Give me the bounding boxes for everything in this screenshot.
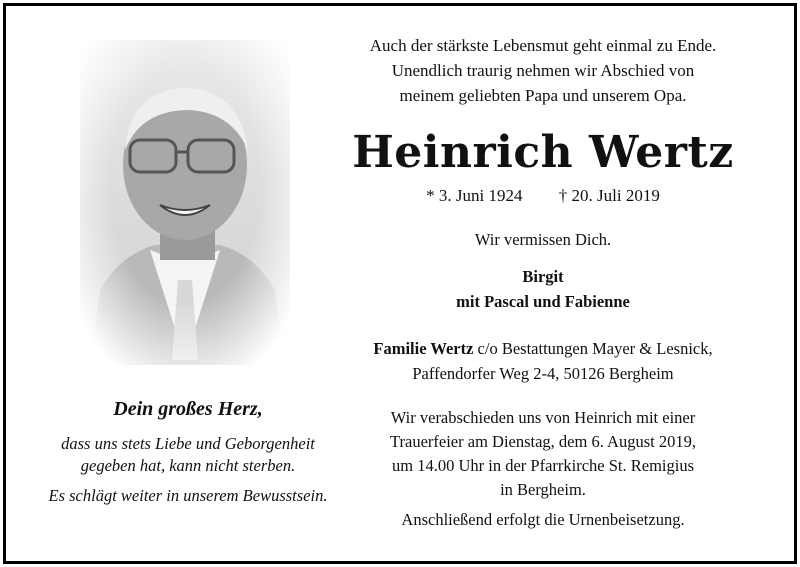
funeral-line: Trauerfeier am Dienstag, dem 6. August 2019, bbox=[390, 432, 696, 451]
mourner-name: mit Pascal und Fabienne bbox=[456, 292, 630, 311]
address-line: c/o Bestattungen Mayer & Lesnick, bbox=[473, 339, 713, 358]
miss-line: Wir vermissen Dich. bbox=[474, 230, 612, 249]
mourner-name: Birgit bbox=[522, 267, 564, 286]
funeral-line: um 14.00 Uhr in der Pfarrkirche St. Remigius bbox=[392, 456, 694, 475]
contact-address bbox=[343, 336, 743, 386]
death-date: † 20. Juli 2019 bbox=[558, 186, 660, 205]
intro-line: Auch der stärkste Lebensmut geht einmal zu Ende. bbox=[369, 36, 717, 55]
funeral-line: Wir verabschieden uns von Heinrich mit einer bbox=[390, 408, 696, 427]
quote-line: gegeben hat, kann nicht sterben. bbox=[80, 456, 296, 475]
funeral-line: in Bergheim. bbox=[500, 480, 586, 499]
family-name: Familie Wertz bbox=[373, 339, 474, 358]
deceased-name: Heinrich Wertz bbox=[352, 127, 734, 178]
intro-line: Unendlich traurig nehmen wir Abschied von bbox=[391, 61, 695, 80]
announcement bbox=[343, 33, 743, 530]
address-line: Paffendorfer Weg 2-4, 50126 Bergheim bbox=[412, 364, 674, 383]
quote-block bbox=[18, 398, 358, 507]
quote-line: dass uns stets Liebe und Geborgenheit bbox=[61, 434, 315, 453]
urn-burial-line: Anschließend erfolgt die Urnenbeisetzung. bbox=[401, 510, 685, 529]
intro-line: meinem geliebten Papa und unserem Opa. bbox=[399, 86, 687, 105]
mourner-names bbox=[343, 264, 743, 314]
life-dates bbox=[343, 186, 743, 206]
quote-heading: Dein großes Herz, bbox=[113, 398, 263, 420]
funeral-info bbox=[343, 406, 743, 502]
portrait-photo bbox=[80, 40, 290, 365]
birth-date: * 3. Juni 1924 bbox=[426, 186, 523, 205]
quote-line: Es schlägt weiter in unserem Bewusstsein. bbox=[48, 486, 328, 505]
